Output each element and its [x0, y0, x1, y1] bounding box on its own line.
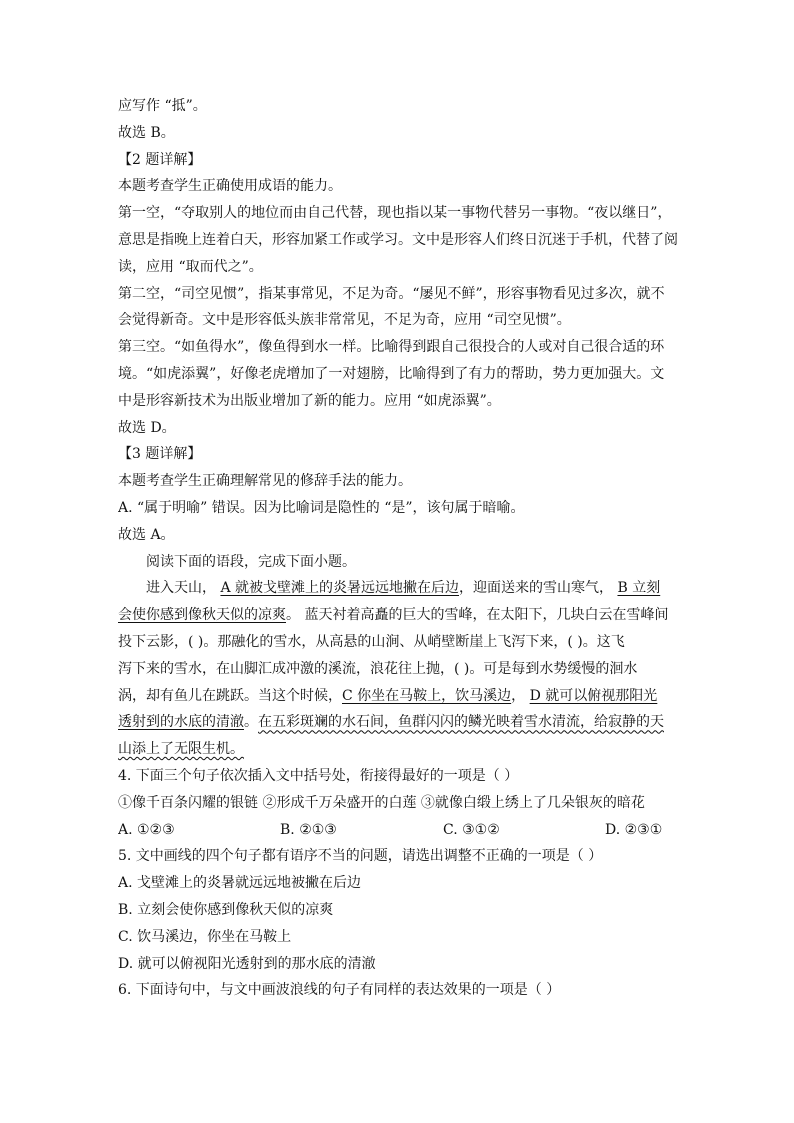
option-a: A. 戈壁滩上的炎暑就远远地被撇在后边: [118, 875, 362, 892]
text-line: 第一空，“夺取别人的地位而由自己代替，现也指以某一事物代替另一事物。“夜以继日”，: [118, 205, 672, 222]
option-c: C. ③①②: [443, 821, 500, 838]
text-line: 本题考查学生正确使用成语的能力。: [118, 178, 342, 195]
option-c: C. 饮马溪边，你坐在马鞍上: [118, 928, 292, 945]
text-line: 第二空，“司空见惯”，指某事常见，不足为奇。“屡见不鲜”，形容事物看见过多次，就不: [118, 285, 665, 302]
passage-intro: 阅读下面的语段，完成下面小题。: [146, 553, 356, 570]
underlined-sentence-d: D 就可以俯视那阳光: [529, 687, 658, 704]
text-line: 读，应用 “取而代之”。: [118, 258, 263, 275]
question-4-stem: 4. 下面三个句子依次插入文中括号处，衔接得最好的一项是（ ）: [118, 767, 519, 784]
text-line: 中是形容新技术为出版业增加了新的能力。应用 “如虎添翼”。: [118, 392, 501, 409]
section-heading: 【2 题详解】: [118, 151, 202, 168]
passage-line: 投下云影，( )。那融化的雪水，从高悬的山涧、从峭壁断崖上飞泻下来，( )。这飞: [118, 633, 625, 650]
wavy-underlined-sentence: 在五彩斑斓的水石间，鱼群闪闪的鳞光映着雪水清流，给寂静的天: [258, 714, 664, 731]
option-b: B. 立刻会使你感到像秋天似的凉爽: [118, 901, 334, 918]
question-4-options: [118, 817, 678, 844]
passage-text: 。: [244, 714, 258, 731]
text-line: 应写作 “抵”。: [118, 98, 207, 114]
underlined-sentence-d: 透射到的水底的清澈: [118, 714, 244, 731]
text-line: 意思是指晚上连着白天，形容加紧工作或学习。文中是形容人们终日沉迷于手机，代替了阅: [118, 231, 678, 248]
section-heading: 【3 题详解】: [118, 446, 202, 463]
passage-line: [118, 736, 678, 763]
question-5-stem: 5. 文中画线的四个句子都有语序不当的问题，请选出调整不正确的一项是（ ）: [118, 848, 603, 865]
option-b: B. ②①③: [280, 821, 337, 838]
underlined-sentence-b: B 立刻: [617, 580, 661, 597]
passage-text: 进入天山，: [146, 580, 216, 597]
text-line: A. “属于明喻” 错误。因为比喻词是隐性的 “是”，该句属于暗喻。: [118, 499, 525, 516]
wavy-underlined-sentence: 山添上了无限生机。: [118, 741, 244, 758]
passage-line: [118, 683, 678, 710]
option-d: D. ②③①: [605, 821, 663, 838]
text-line: 故选 D。: [118, 419, 176, 436]
passage-text: ，: [511, 687, 526, 704]
question-6-stem: 6. 下面诗句中，与文中画波浪线的句子有同样的表达效果的一项是（ ）: [118, 982, 561, 999]
passage-line: [118, 602, 678, 629]
question-4-items: ①像千百条闪耀的银链 ②形成千万朵盛开的白莲 ③就像白缎上绣上了几朵银灰的暗花: [118, 794, 645, 811]
passage-text: 。 蓝天衬着高矗的巨大的雪峰，在太阳下，几块白云在雪峰间: [286, 607, 669, 624]
text-line: 第三空。“如鱼得水”，像鱼得到水一样。比喻得到跟自己很投合的人或对自己很合适的环: [118, 339, 665, 356]
passage-line: [118, 575, 678, 602]
underlined-sentence-c: C 你坐在马鞍上，饮马溪边: [342, 687, 512, 704]
passage-line: 泻下来的雪水，在山脚汇成冲激的溪流，浪花往上抛，( )。可是每到水势缓慢的洄水: [118, 660, 638, 677]
passage-line: [118, 709, 678, 736]
passage-text: 涡，却有鱼儿在跳跃。当这个时候，: [118, 687, 342, 704]
underlined-sentence-b: 会使你感到像秋天似的凉爽: [118, 607, 286, 624]
underlined-sentence-a: A 就被戈壁滩上的炎暑远远地撇在后边: [220, 580, 460, 597]
text-line: 境。“如虎添翼”，好像老虎增加了一对翅膀，比喻得到了有力的帮助，势力更加强大。文: [118, 365, 665, 382]
document-content: [118, 93, 678, 1004]
text-line: 本题考查学生正确理解常见的修辞手法的能力。: [118, 473, 412, 490]
option-a: A. ①②③: [118, 821, 175, 838]
passage-text: ，迎面送来的雪山寒气，: [459, 580, 614, 597]
option-d: D. 就可以俯视阳光透射到的那水底的清澈: [118, 955, 376, 972]
text-line: 故选 B。: [118, 124, 175, 141]
text-line: 故选 A。: [118, 526, 175, 543]
text-line: 会觉得新奇。文中是形容低头族非常常见，不足为奇，应用 “司空见惯”。: [118, 312, 571, 329]
